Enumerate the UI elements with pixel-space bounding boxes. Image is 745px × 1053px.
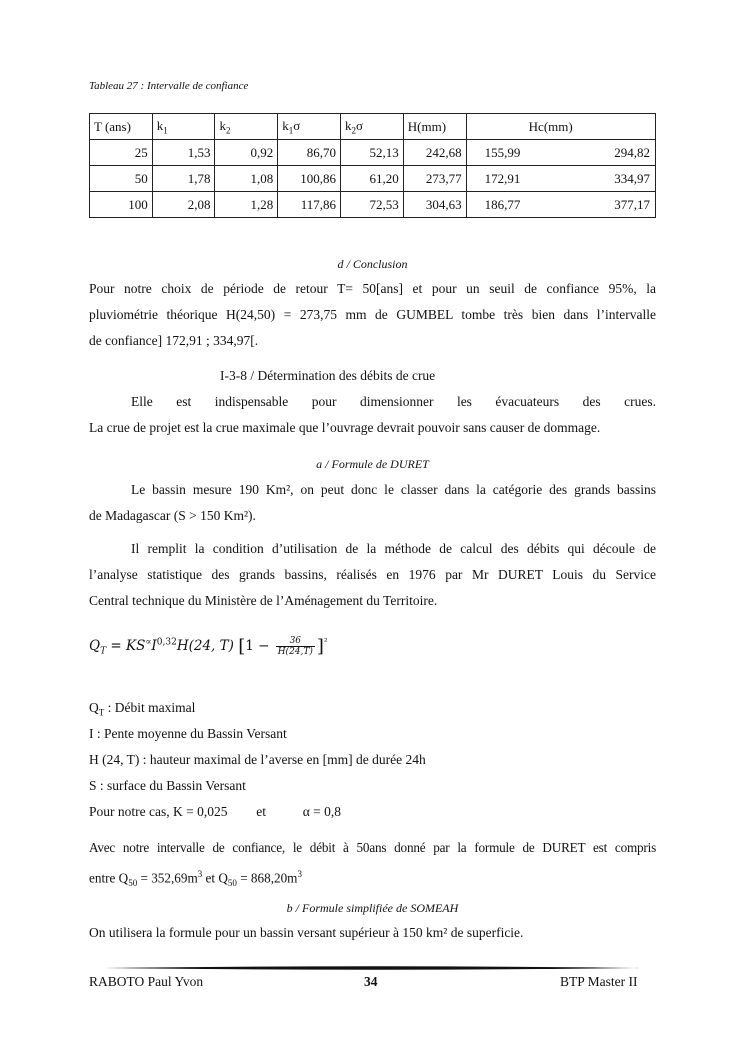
cell-hc-high: 377,17 (614, 196, 650, 212)
cell-hc-low: 186,77 (484, 196, 521, 212)
duret-paragraph-2 (89, 536, 656, 614)
duret-heading: a / Formule de DURET (316, 457, 429, 471)
cell-t: 25 (90, 140, 153, 166)
footer-page-number: 34 (364, 974, 378, 989)
footer-author: RABOTO Paul Yvon (89, 974, 204, 989)
cell-t: 100 (90, 192, 153, 218)
header-t: T (ans) (90, 114, 153, 140)
cell-h: 242,68 (403, 140, 466, 166)
cell-k1-sigma: 86,70 (278, 140, 341, 166)
table-row (90, 166, 656, 192)
cell-hc-low: 155,99 (484, 144, 521, 160)
cell-k2-sigma: 72,53 (341, 192, 404, 218)
duret-line: Central technique du Ministère de l’Aménagement du Territoire. (89, 593, 438, 608)
section-heading: I-3-8 / Détermination des débits de crue (220, 368, 436, 383)
cell-hc (466, 140, 655, 166)
cell-h: 304,63 (403, 192, 466, 218)
duret-line: Le bassin mesure 190 Km², on peut donc le classer dans la catégorie des grands bassins (131, 482, 656, 497)
header-k2-sigma: $k_2\sigma$ (341, 114, 404, 140)
cell-hc-high: 294,82 (614, 144, 650, 160)
duret-formula: $Q_T = KS^\propto I^{0,32}H(24$, T) [1 − $\frac{36}{H(24,T)}$ ]$^{^2}$ (89, 636, 328, 657)
def-h: H (24, T) : hauteur maximal de l’averse en [mm] de durée 24h (89, 752, 426, 767)
conclusion-line: Pour notre choix de période de retour T= 50[ans] et pour un seuil de confiance 95%, la (89, 281, 656, 296)
header-h: H(mm) (403, 114, 466, 140)
cell-k2-sigma: 52,13 (341, 140, 404, 166)
header-hc: Hc(mm) (466, 114, 655, 140)
conclusion-paragraph (89, 276, 656, 354)
case-alpha: α = 0,8 (302, 804, 342, 819)
result-line-2: entre $Q_{50} = 352,69m^3$ et $Q_{50} = 868,20m^3$ (89, 869, 302, 889)
cell-k1: 1,53 (152, 140, 215, 166)
def-i: I : Pente moyenne du Bassin Versant (89, 726, 287, 741)
confidence-interval-table (89, 113, 656, 218)
cell-hc (466, 166, 655, 192)
cell-k2: 1,28 (215, 192, 278, 218)
header-k2: $k_2$ (215, 114, 278, 140)
case-k: Pour notre cas, K = 0,025 (89, 804, 228, 819)
duret-line: de Madagascar (S > 150 Km²). (89, 508, 256, 523)
duret-paragraph-1 (89, 477, 656, 529)
def-qt: $Q_T$ : Débit maximal (89, 700, 196, 718)
cell-hc-high: 334,97 (614, 170, 650, 186)
duret-line: l’analyse statistique des grands bassins, réalisés en 1976 par Mr DURET Louis du Service (89, 567, 656, 582)
someah-line: On utilisera la formule pour un bassin versant supérieur à 150 km² de superficie. (89, 925, 524, 940)
cell-hc (466, 192, 655, 218)
cell-k1-sigma: 117,86 (278, 192, 341, 218)
header-k1-sigma: $k_1\sigma$ (278, 114, 341, 140)
table-row (90, 140, 656, 166)
section-line: Elle est indispensable pour dimensionner les évacuateurs des crues. (131, 394, 656, 409)
conclusion-heading: d / Conclusion (337, 257, 408, 271)
def-s: S : surface du Bassin Versant (89, 778, 246, 793)
table-caption: Tableau 27 : Intervalle de confiance (89, 80, 249, 92)
cell-k2-sigma: 61,20 (341, 166, 404, 192)
cell-k1: 2,08 (152, 192, 215, 218)
formula-fraction: $\frac{36}{H(24,T)}$ (277, 636, 313, 657)
header-k1: $k_1$ (152, 114, 215, 140)
section-paragraph (89, 389, 656, 441)
conclusion-line: de confiance] 172,91 ; 334,97[. (89, 333, 259, 348)
conclusion-line: pluviométrie théorique H(24,50) = 273,75 mm de GUMBEL tombe très bien dans l’intervalle (89, 307, 656, 322)
cell-k1: 1,78 (152, 166, 215, 192)
table-row (90, 192, 656, 218)
cell-h: 273,77 (403, 166, 466, 192)
case-et: et (256, 804, 266, 819)
footer-program: BTP Master II (560, 974, 638, 989)
result-line: Avec notre intervalle de confiance, le débit à 50ans donné par la formule de DURET est compris (89, 840, 656, 855)
result-paragraph (89, 835, 656, 896)
someah-heading: b / Formule simplifiée de SOMEAH (286, 901, 459, 915)
section-line: La crue de projet est la crue maximale que l’ouvrage devrait pouvoir sans causer de dommage. (89, 420, 601, 435)
duret-line: Il remplit la condition d’utilisation de la méthode de calcul des débits qui découle de (131, 541, 656, 556)
footer-rule (104, 966, 640, 970)
cell-t: 50 (90, 166, 153, 192)
cell-k2: 1,08 (215, 166, 278, 192)
def-case (89, 804, 341, 820)
cell-k2: 0,92 (215, 140, 278, 166)
cell-k1-sigma: 100,86 (278, 166, 341, 192)
cell-hc-low: 172,91 (484, 170, 521, 186)
table-header-row (90, 114, 656, 140)
